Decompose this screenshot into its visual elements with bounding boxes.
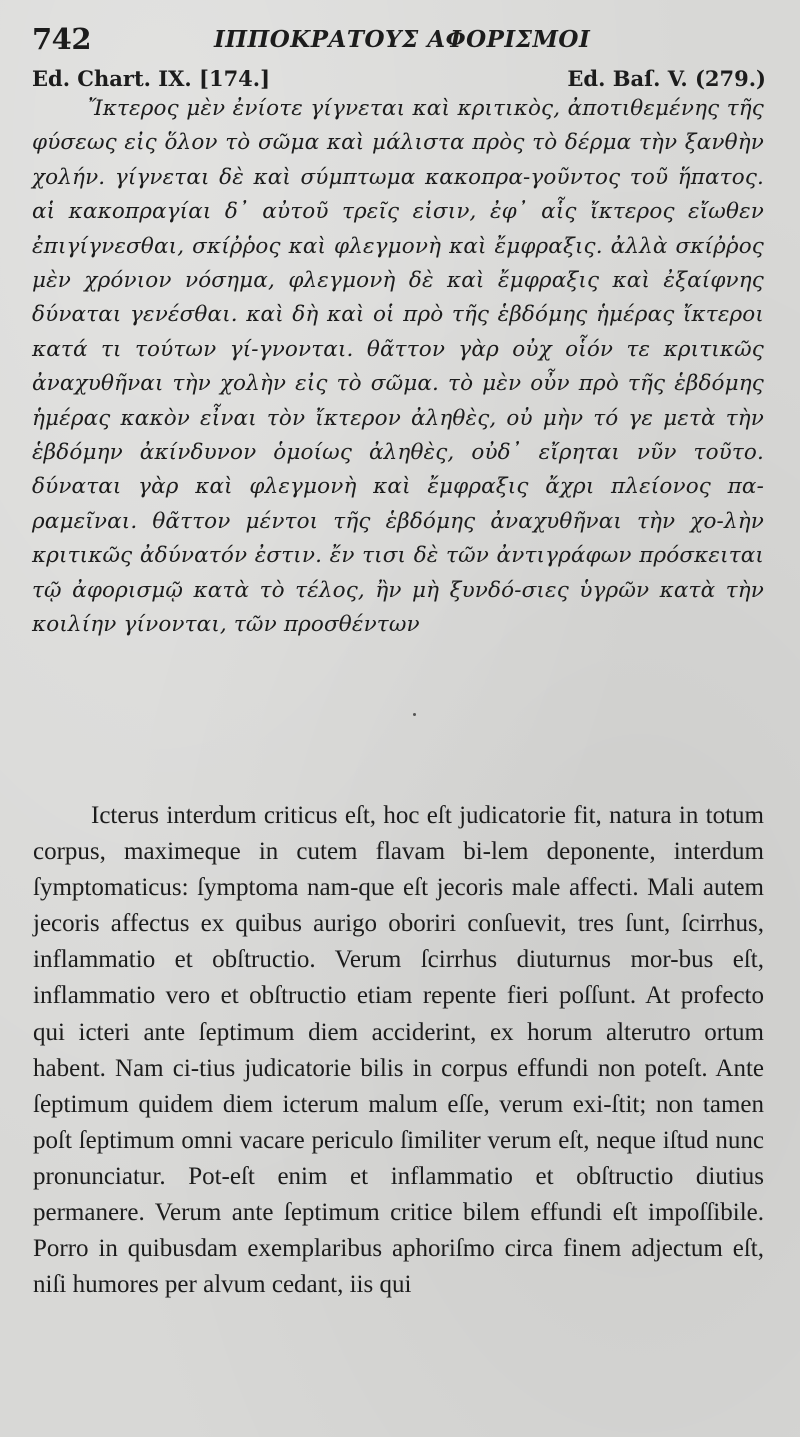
greek-text-block: Ἴκτερος μὲν ἐνίοτε γίγνεται καὶ κριτικὸς, ἀποτιθεμένης τῆς φύσεως εἰς ὅλον τὸ σῶμα καὶ μάλιστα πρὸς τὸ δέρμα τὴν ξανθὴν χολήν. γίγνεται δὲ καὶ σύμπτωμα κακοπρα-γοῦντος τοῦ ἥπατος. αἱ κακοπραγίαι δ᾽ αὐτοῦ τρεῖς εἰσιν, ἐφ᾽ αἷς ἴκτερος εἴωθεν ἐπιγίγνεσθαι, σκίῤῥος καὶ φλεγμονὴ καὶ ἔμφραξις. ἀλλὰ σκίῤῥος μὲν χρόνιον νόσημα, φλεγμονὴ δὲ καὶ ἔμφραξις καὶ ἐξαίφνης δύναται γενέσθαι. καὶ δὴ καὶ οἱ πρὸ τῆς ἑβδόμης ἡμέρας ἴκτεροι κατά τι τούτων γί-γνονται. θᾶττον γὰρ οὐχ οἷόν τε κριτικῶς ἀναχυθῆναι τὴν χολὴν εἰς τὸ σῶμα. τὸ μὲν οὖν πρὸ τῆς ἑβδόμης ἡμέρας κακὸν εἶναι τὸν ἴκτερον ἀληθὲς, οὐ μὴν τό γε μετὰ τὴν ἑβδόμην ἀκίνδυνον ὁμοίως ἀληθὲς, οὐδ᾽ εἴρηται νῦν τοῦτο. δύναται γὰρ καὶ φλεγμονὴ καὶ ἔμφραξις ἄχρι πλείονος πα-ραμεῖναι. θᾶττον μέντοι τῆς ἑβδόμης ἀναχυθῆναι τὴν χο-λὴν κριτικῶς ἀδύνατόν ἐστιν. ἔν τισι δὲ τῶν ἀντιγράφων πρόσκειται τῷ ἀφορισμῷ κατὰ τὸ τέλος, ἢν μὴ ξυνδό-σιες ὑγρῶν κατὰ τὴν κοιλίην γίνονται, τῶν προσθέντων (32, 96, 764, 638)
edition-basel-ref: Ed. Baſ. V. (279.) (567, 66, 766, 91)
latin-text-block: Icterus interdum criticus eſt, hoc eſt judicatorie fit, natura in totum corpus, maximeque in cutem flavam bi-lem deponente, interdum ſymptomaticus: ſymptoma nam-que eſt jecoris male affecti. Mali autem jecoris affectus ex quibus aurigo oboriri conſuevit, tres ſunt, ſcirrhus, inflammatio et obſtructio. Verum ſcirrhus diuturnus mor-bus eſt, inflammatio vero et obſtructio etiam repente fieri poſſunt. At profecto qui icteri ante ſeptimum diem acciderint, ex horum alterutro ortum habent. Nam ci-tius judicatorie bilis in corpus effundi non poteſt. Ante ſeptimum quidem diem icterum malum eſſe, verum exi-ſtit; non tamen poſt ſeptimum omni vacare periculo ſimiliter verum eſt, neque iſtud nunc pronunciatur. Pot-eſt enim et inflammatio et obſtructio diutius permanere. Verum ante ſeptimum critice bilem effundi eſt impoſſibile. Porro in quibusdam exemplaribus aphoriſmo circa finem adjectum eſt, niſi humores per alvum cedant, iis qui (33, 802, 764, 1299)
ink-speck (413, 713, 416, 716)
edition-chartier-ref: Ed. Chart. IX. [174.] (32, 66, 271, 91)
page-number: 742 (32, 22, 92, 56)
running-title: ΙΠΠΟΚΡΑΤΟΥΣ ΑΦΟΡΙΣΜΟΙ (214, 26, 591, 53)
running-header (32, 22, 766, 58)
